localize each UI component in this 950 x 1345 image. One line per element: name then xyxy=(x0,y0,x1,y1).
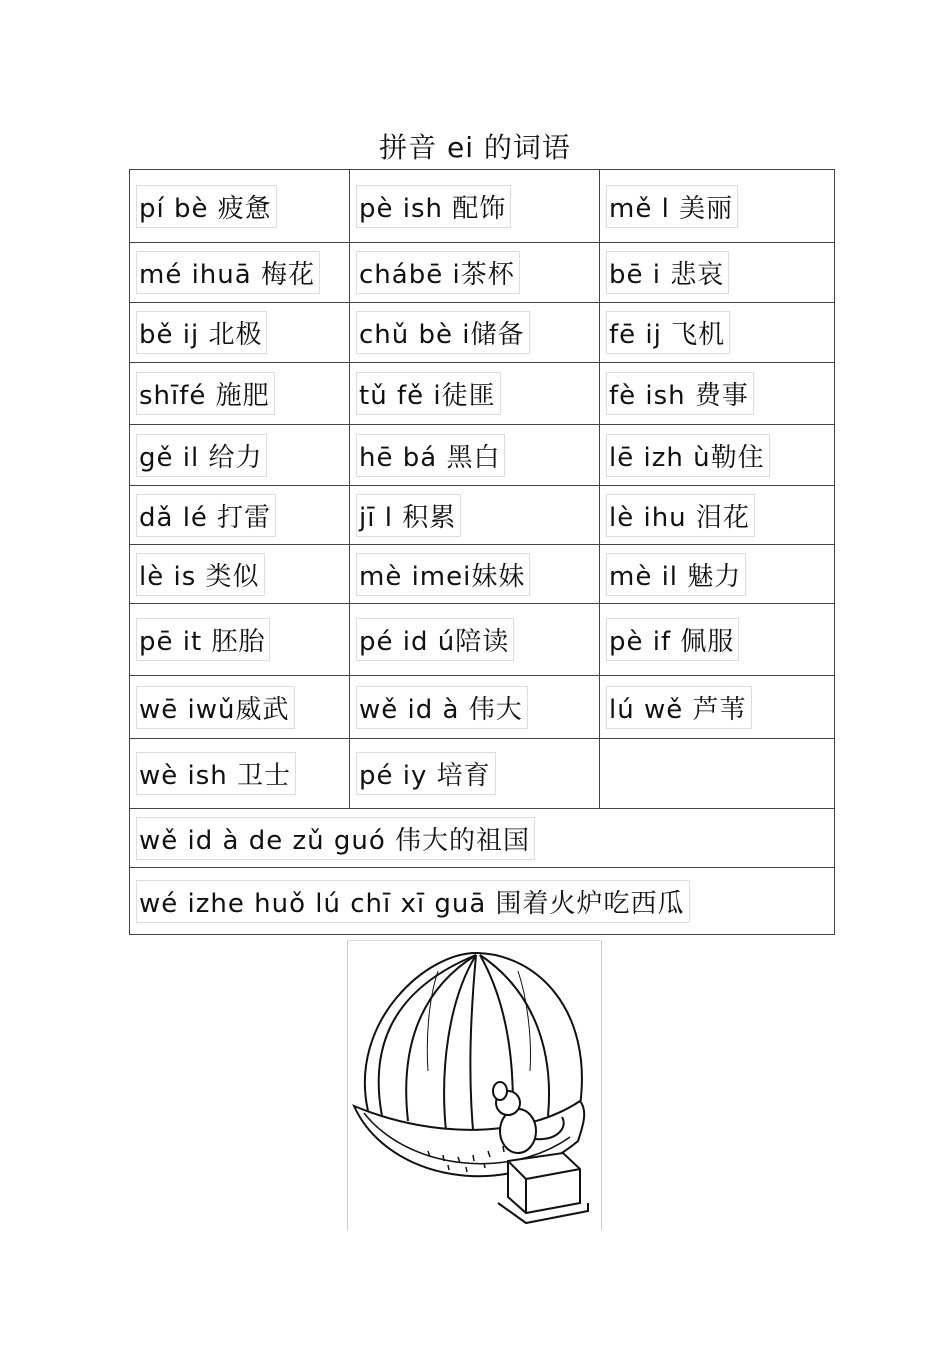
table-row xyxy=(130,676,835,739)
page-title: 拼音 ei 的词语 xyxy=(379,131,571,164)
word-cell xyxy=(600,545,835,604)
word-cell xyxy=(600,425,835,486)
table-row xyxy=(130,739,835,809)
word-cell xyxy=(130,676,350,739)
word-cell xyxy=(350,243,600,303)
word-cell xyxy=(130,243,350,303)
word-cell xyxy=(350,739,600,809)
word-cell xyxy=(130,486,350,545)
word-item: shīfé 施肥 xyxy=(136,372,275,415)
word-item: pè if 佩服 xyxy=(606,618,739,661)
word-cell xyxy=(600,363,835,425)
word-item: tǔ fě i徒匪 xyxy=(356,372,501,415)
word-item: mé ihuā 梅花 xyxy=(136,251,320,294)
word-item: lú wě 芦苇 xyxy=(606,686,752,729)
sentence-cell xyxy=(130,868,835,935)
sentence-item: wě id à de zǔ guó 伟大的祖国 xyxy=(136,817,535,860)
table-row xyxy=(130,425,835,486)
word-cell xyxy=(350,545,600,604)
word-cell xyxy=(600,486,835,545)
word-item: lè ihu 泪花 xyxy=(606,494,755,537)
word-item: mě l 美丽 xyxy=(606,185,738,228)
word-cell xyxy=(130,545,350,604)
word-item: bē i 悲哀 xyxy=(606,251,729,294)
table-row xyxy=(130,243,835,303)
word-item: jī l 积累 xyxy=(356,494,461,537)
sentence-row xyxy=(130,868,835,935)
table-row xyxy=(130,170,835,243)
watermelon-mouse-illustration xyxy=(347,940,602,1230)
word-cell xyxy=(130,170,350,243)
word-cell xyxy=(600,243,835,303)
word-item: chǔ bè i储备 xyxy=(356,311,530,354)
word-item: pí bè 疲惫 xyxy=(136,185,277,228)
word-cell xyxy=(350,604,600,676)
word-cell xyxy=(350,303,600,363)
word-item: pé id ú陪读 xyxy=(356,618,514,661)
word-item: wě id à 伟大 xyxy=(356,686,528,729)
word-cell xyxy=(130,604,350,676)
word-item: bě ij 北极 xyxy=(136,311,267,354)
word-item: lè is 类似 xyxy=(136,553,265,596)
word-cell xyxy=(130,425,350,486)
watermelon-icon xyxy=(348,941,601,1230)
word-table xyxy=(129,169,835,935)
word-item: wē iwǔ威武 xyxy=(136,686,295,729)
word-cell xyxy=(350,676,600,739)
word-item: chábē i茶杯 xyxy=(356,251,520,294)
word-cell xyxy=(130,303,350,363)
word-item: wè ish 卫士 xyxy=(136,752,296,795)
word-item: hē bá 黑白 xyxy=(356,434,505,477)
word-cell xyxy=(600,170,835,243)
word-item: mè imei妹妹 xyxy=(356,553,530,596)
word-cell xyxy=(600,676,835,739)
word-cell xyxy=(600,739,835,809)
table-row xyxy=(130,363,835,425)
word-item: pé iy 培育 xyxy=(356,752,496,795)
word-cell xyxy=(130,363,350,425)
word-item: dǎ lé 打雷 xyxy=(136,494,276,537)
word-item: pē it 胚胎 xyxy=(136,618,270,661)
word-item: fè ish 费事 xyxy=(606,372,754,415)
sentence-row xyxy=(130,809,835,868)
table-row xyxy=(130,303,835,363)
sentence-cell xyxy=(130,809,835,868)
word-cell xyxy=(600,604,835,676)
word-cell xyxy=(350,486,600,545)
word-item: gě il 给力 xyxy=(136,434,267,477)
word-item: fē ij 飞机 xyxy=(606,311,730,354)
word-item: mè il 魅力 xyxy=(606,553,746,596)
sentence-item: wé izhe huǒ lú chī xī guā 围着火炉吃西瓜 xyxy=(136,880,690,923)
table-row xyxy=(130,604,835,676)
word-cell xyxy=(600,303,835,363)
word-item: lē izh ù勒住 xyxy=(606,434,770,477)
word-cell xyxy=(130,739,350,809)
table-row xyxy=(130,486,835,545)
word-item: pè ish 配饰 xyxy=(356,185,511,228)
word-cell xyxy=(350,363,600,425)
table-row xyxy=(130,545,835,604)
word-cell xyxy=(350,425,600,486)
word-cell xyxy=(350,170,600,243)
